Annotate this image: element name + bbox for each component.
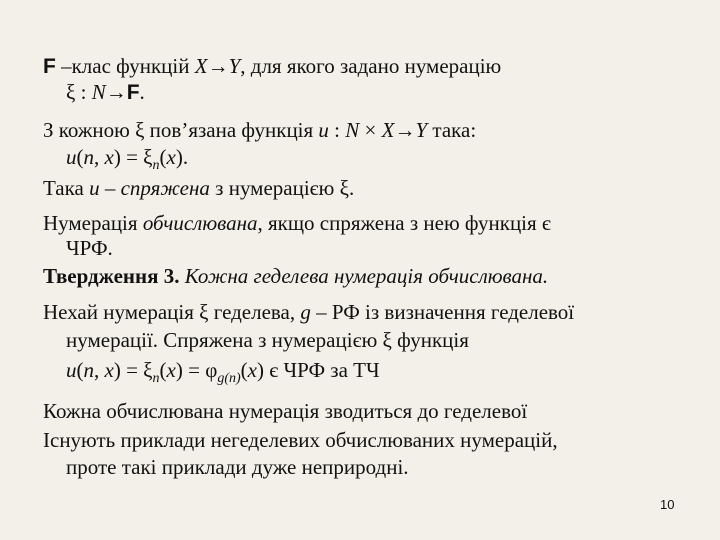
italic-fragment: u [66, 145, 77, 169]
text-fragment: ) = φ [175, 358, 218, 382]
italic-fragment: N [91, 80, 106, 104]
text-fragment: ξ : [66, 80, 92, 104]
arrow-symbol: → [105, 80, 127, 104]
text-fragment: нумерації. Спряжена з нумерацією ξ функція [66, 328, 469, 352]
subscript: g(n) [217, 371, 241, 386]
line-proof-cont [66, 328, 469, 352]
line-examples [43, 428, 558, 452]
text-fragment: , якщо спряжена з нею функція є [257, 211, 551, 235]
text-fragment: ) є ЧРФ за ТЧ [256, 358, 380, 382]
line-class-definition [43, 54, 501, 79]
italic-fragment: u [318, 118, 329, 142]
text-fragment: ) = ξ [113, 358, 153, 382]
line-formula-u [66, 145, 189, 173]
italic-fragment: x [166, 145, 176, 169]
text-fragment: ). [175, 145, 189, 169]
italic-fragment: x [247, 358, 257, 382]
text-fragment: – РФ із визначення геделевої [310, 300, 575, 324]
line-examples-cont [66, 455, 409, 479]
subscript: n [152, 371, 160, 386]
line-chrf [66, 236, 113, 260]
italic-fragment: спряжена [120, 176, 210, 200]
bold-F: F [126, 81, 140, 104]
text-fragment: Існують приклади негеделевих обчислюваних нумерацій, [43, 428, 558, 452]
subscript: n [152, 158, 160, 173]
italic-fragment: u [89, 176, 100, 200]
italic-fragment: n [83, 358, 94, 382]
line-conjugate [43, 176, 354, 200]
text-fragment: , для якого задано нумерацію [240, 54, 502, 78]
text-fragment: така: [427, 118, 477, 142]
text-fragment: × [359, 118, 382, 142]
italic-fragment: x [166, 358, 176, 382]
italic-fragment: X→Y [381, 118, 428, 142]
line-computable-definition [43, 211, 551, 235]
text-fragment: ( [76, 145, 84, 169]
italic-fragment: u [66, 358, 77, 382]
line-proof-formula [66, 358, 380, 386]
text-fragment: –клас функцій [55, 54, 195, 78]
line-reduction [43, 399, 527, 423]
text-fragment: – [99, 176, 121, 200]
text-fragment: . [139, 80, 145, 104]
text-fragment: проте такі приклади дуже неприродні. [66, 455, 409, 479]
text-fragment: Кожна обчислювана нумерація зводиться до геделевої [43, 399, 528, 423]
text-fragment: ( [159, 358, 167, 382]
text-fragment: з нумерацією ξ. [209, 176, 355, 200]
italic-fragment: N [345, 118, 360, 142]
text-fragment: : [328, 118, 346, 142]
text-fragment: З кожною ξ пов’язана функція [43, 118, 319, 142]
italic-fragment: x [104, 145, 114, 169]
text-fragment: ЧРФ. [66, 236, 113, 260]
line-numbering-map [66, 80, 145, 105]
text-fragment: ) = ξ [113, 145, 153, 169]
line-associated-function [43, 118, 476, 142]
italic-fragment: n [83, 145, 94, 169]
bold-F: F [43, 55, 56, 78]
text-fragment: Така [43, 176, 90, 200]
line-theorem-3 [43, 264, 548, 288]
italic-fragment: g [300, 300, 311, 324]
theorem-label: Твердження 3. [43, 264, 180, 288]
line-proof-start [43, 300, 574, 324]
italic-fragment: обчислювана [142, 211, 258, 235]
theorem-statement: Кожна геделева нумерація обчислювана. [179, 264, 549, 288]
text-fragment: ( [240, 358, 248, 382]
text-fragment: , [94, 145, 105, 169]
text-fragment: Нумерація [43, 211, 143, 235]
italic-fragment: x [104, 358, 114, 382]
text-fragment: , [94, 358, 105, 382]
text-fragment: Нехай нумерація ξ геделева, [43, 300, 301, 324]
text-fragment: ( [76, 358, 84, 382]
text-fragment: ( [159, 145, 167, 169]
italic-fragment: X→Y [194, 54, 241, 78]
page-number: 10 [660, 497, 675, 512]
